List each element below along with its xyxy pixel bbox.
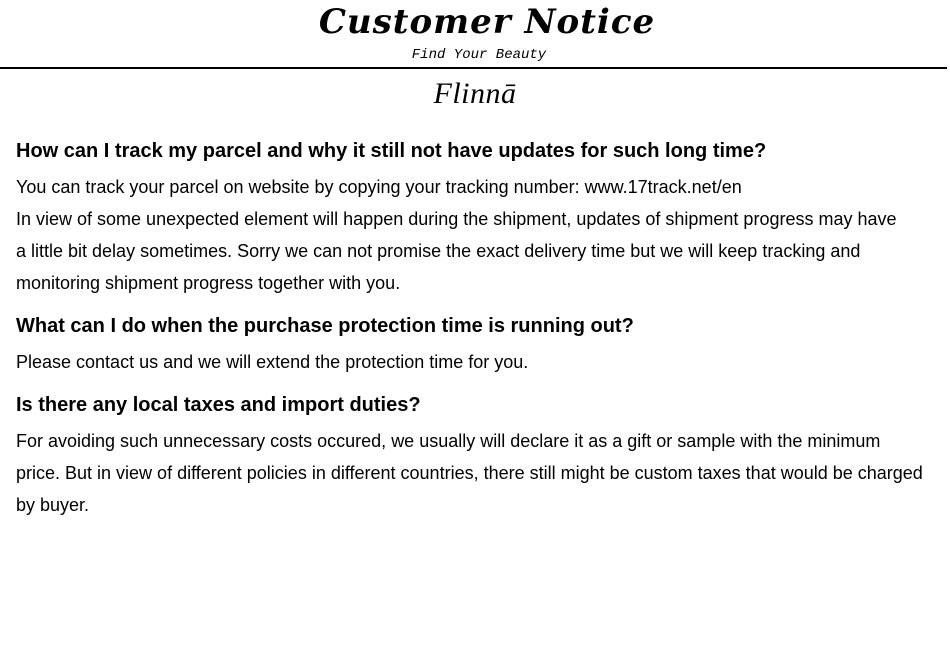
header-divider [0,67,947,69]
faq-answer [16,425,946,521]
faq-answer-line: Please contact us and we will extend the protection time for you. [16,352,529,372]
brand-logo: Flinnā [433,77,517,110]
faq-answer-line: In view of some unexpected element will happen during the shipment, updates of shipment progress may have [16,209,897,229]
faq-answer [16,346,946,378]
faq-item-taxes [16,392,946,521]
page-subtitle: Find Your Beauty [411,47,547,63]
faq-question: Is there any local taxes and import duties? [16,394,421,416]
faq-answer-line: a little bit delay sometimes. Sorry we can not promise the exact delivery time but we will keep tracking and [16,241,861,261]
faq-question: How can I track my parcel and why it still not have updates for such long time? [16,140,767,162]
faq-answer-line: monitoring shipment progress together with you. [16,273,401,293]
faq-question: What can I do when the purchase protection time is running out? [16,315,634,337]
faq-item-tracking [16,138,946,299]
faq-answer-line: price. But in view of different policies in different countries, there still might be custom taxes that would be charged [16,463,923,483]
page-title: Customer Notice [318,2,656,42]
faq-list [16,138,946,521]
page-header [0,0,950,70]
faq-answer-line: For avoiding such unnecessary costs occured, we usually will declare it as a gift or sample with the minimum [16,431,881,451]
faq-answer-line: by buyer. [16,495,90,515]
faq-answer-line: You can track your parcel on website by copying your tracking number: www.17track.net/en [16,177,742,197]
faq-item-protection [16,313,946,378]
faq-answer [16,171,946,299]
